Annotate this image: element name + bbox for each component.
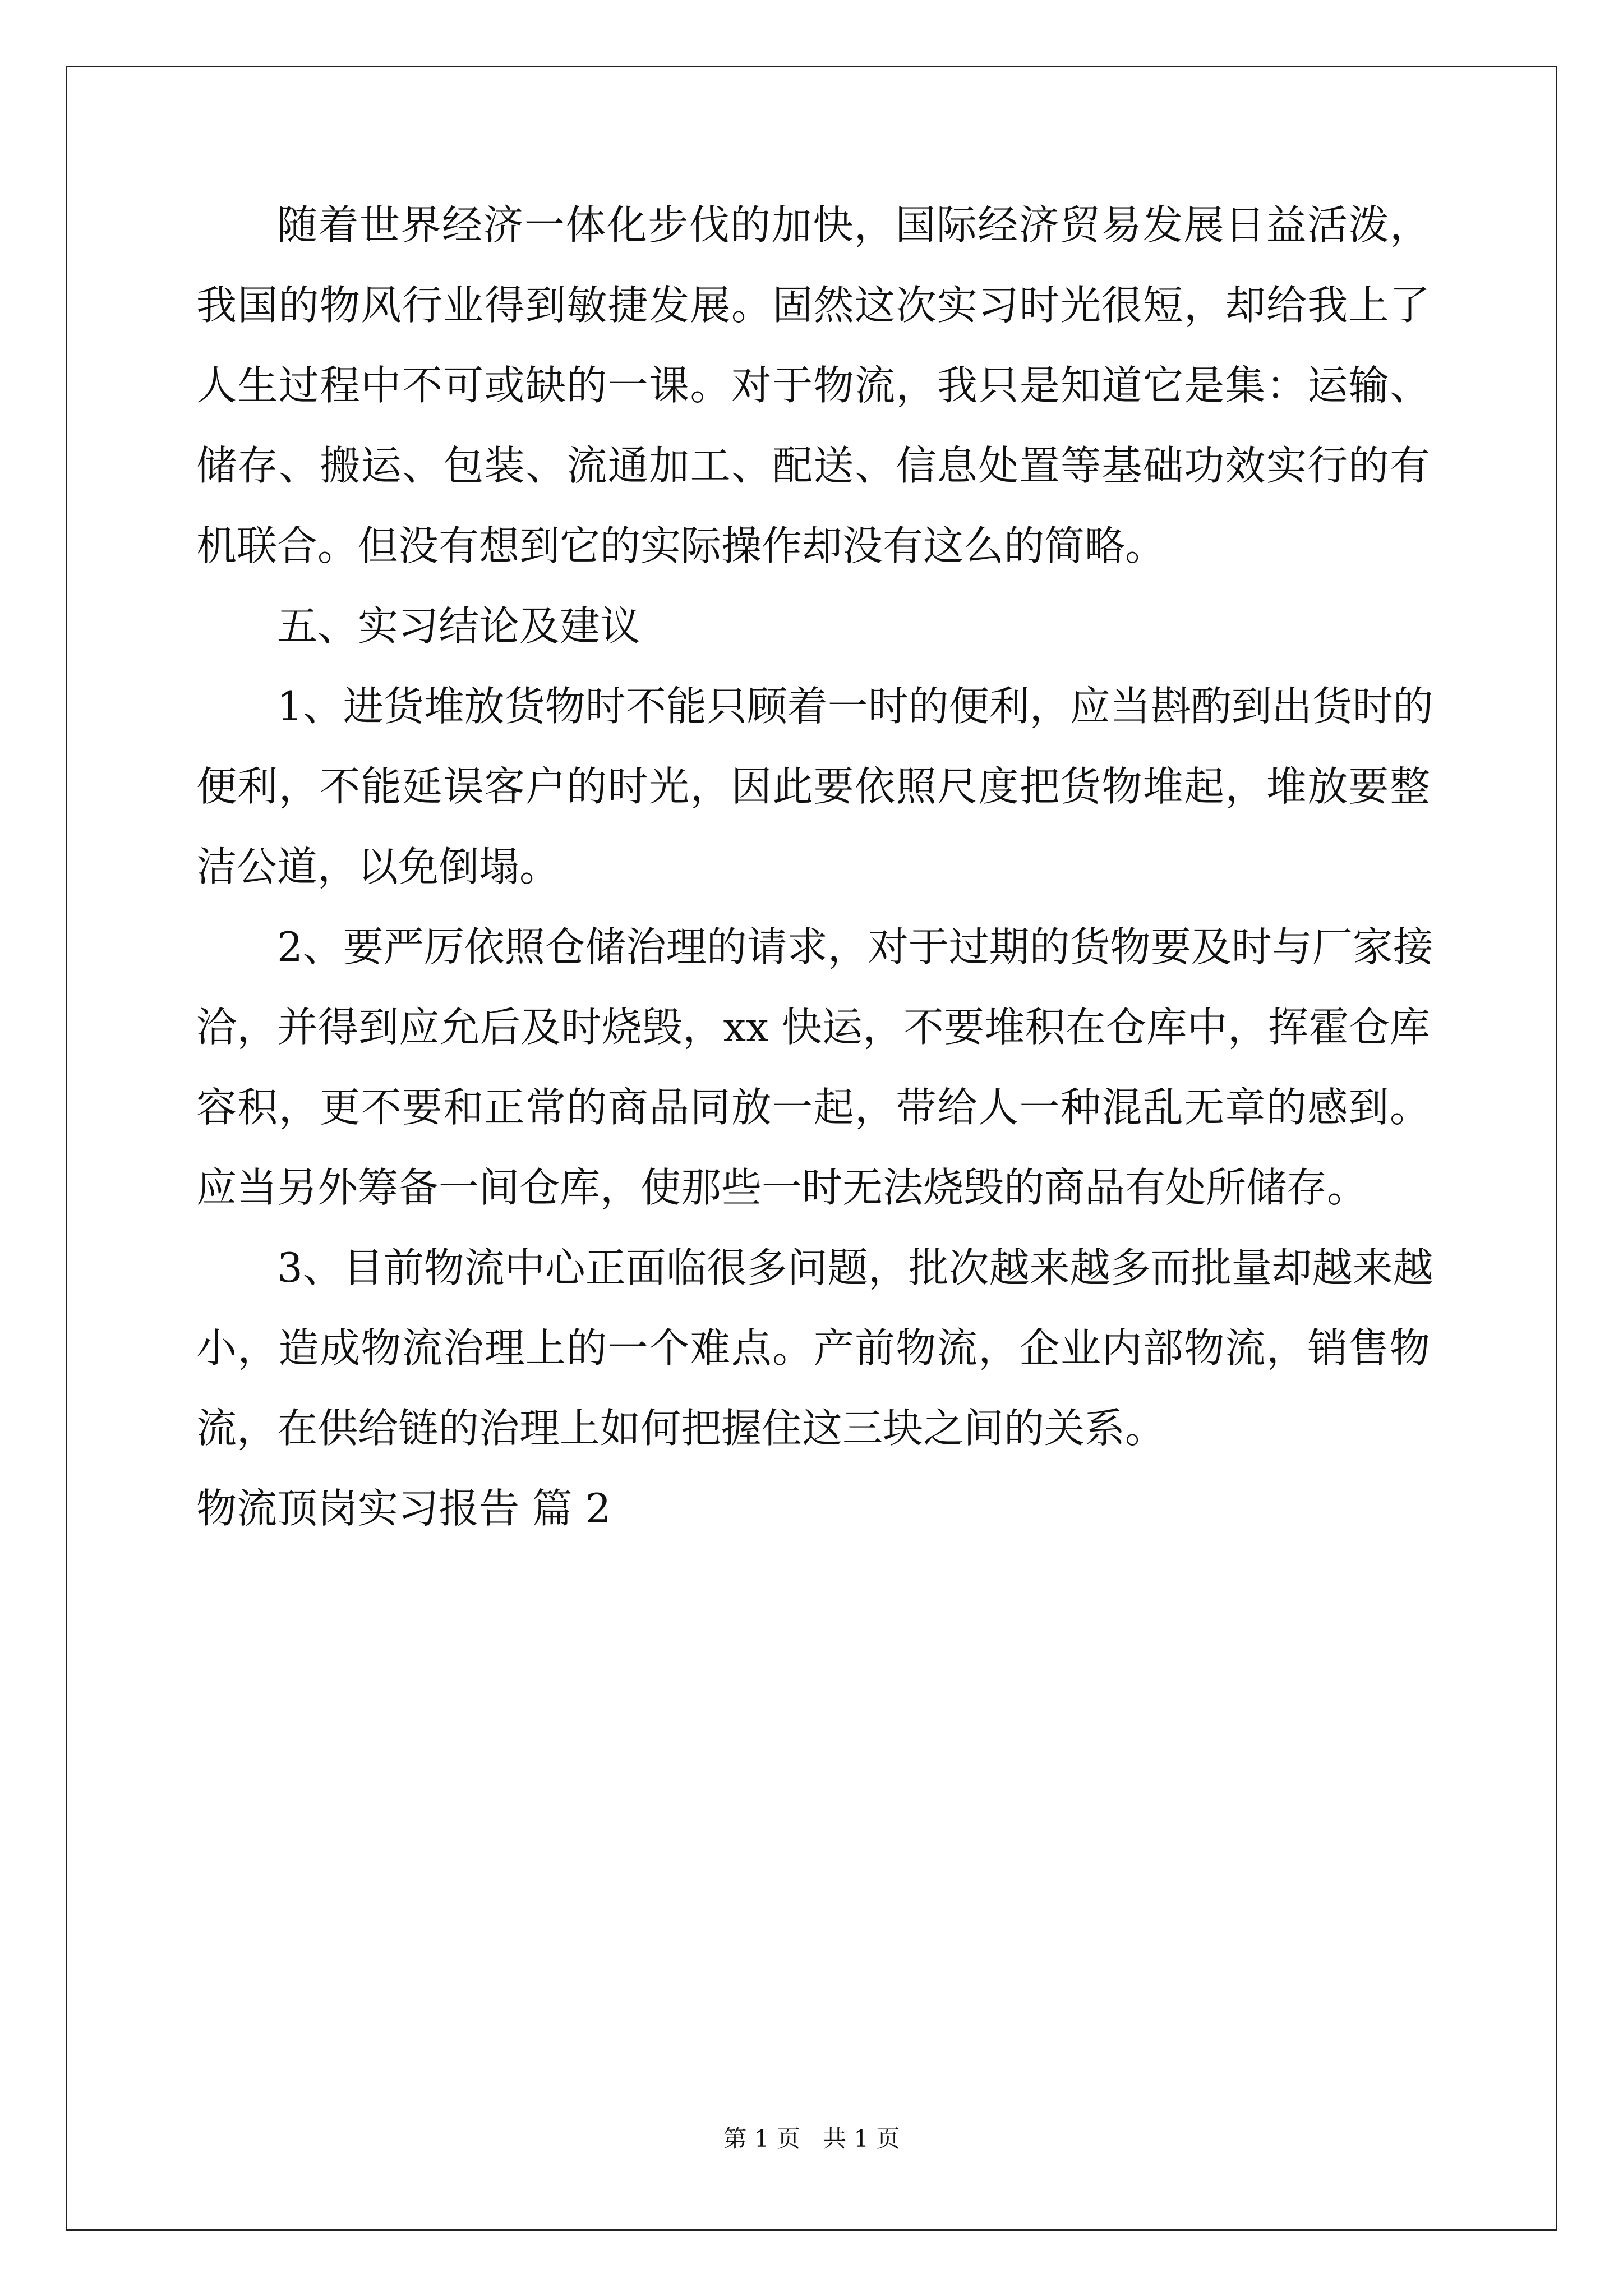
- paragraph-line: 2、要严厉依照仓储治理的请求，对于过期的货物要及时与厂家接: [277, 923, 1433, 970]
- paragraph-line: 随着世界经济一体化步伐的加快，国际经济贸易发展日益活泼，: [277, 201, 1430, 249]
- paragraph-line: 储存、搬运、包装、流通加工、配送、信息处置等基础功效实行的有: [196, 442, 1430, 489]
- paragraph-line: 洁公道，以免倒塌。: [196, 843, 560, 890]
- article-title: 物流顶岗实习报告 篇 2: [196, 1485, 611, 1532]
- section-heading: 五、实习结论及建议: [277, 602, 641, 650]
- page-number: 第 1 页 共 1 页: [723, 2125, 900, 2152]
- paragraph-line: 机联合。但没有想到它的实际操作却没有这么的简略。: [196, 522, 1166, 569]
- paragraph-line: 人生过程中不可或缺的一课。对于物流，我只是知道它是集：运输、: [196, 362, 1430, 409]
- paragraph-line: 流，在供给链的治理上如何把握住这三块之间的关系。: [196, 1405, 1166, 1452]
- paragraph-line: 洽，并得到应允后及时烧毁，xx 快运，不要堆积在仓库中，挥霍仓库: [196, 1004, 1430, 1051]
- paragraph-line: 应当另外筹备一间仓库，使那些一时无法烧毁的商品有处所储存。: [196, 1164, 1368, 1211]
- paragraph-line: 便利，不能延误客户的时光，因此要依照尺度把货物堆起，堆放要整: [196, 763, 1430, 810]
- paragraph-line: 3、目前物流中心正面临很多问题，批次越来越多而批量却越来越: [277, 1244, 1433, 1291]
- paragraph-line: 容积，更不要和正常的商品同放一起，带给人一种混乱无章的感到。: [196, 1084, 1430, 1131]
- paragraph-line: 1、进货堆放货物时不能只顾着一时的便利，应当斟酌到出货时的: [277, 683, 1433, 730]
- paragraph-line: 我国的物风行业得到敏捷发展。固然这次实习时光很短，却给我上了: [196, 282, 1430, 329]
- page-footer: [0, 2120, 1623, 2154]
- paragraph-line: 小，造成物流治理上的一个难点。产前物流，企业内部物流，销售物: [196, 1324, 1430, 1372]
